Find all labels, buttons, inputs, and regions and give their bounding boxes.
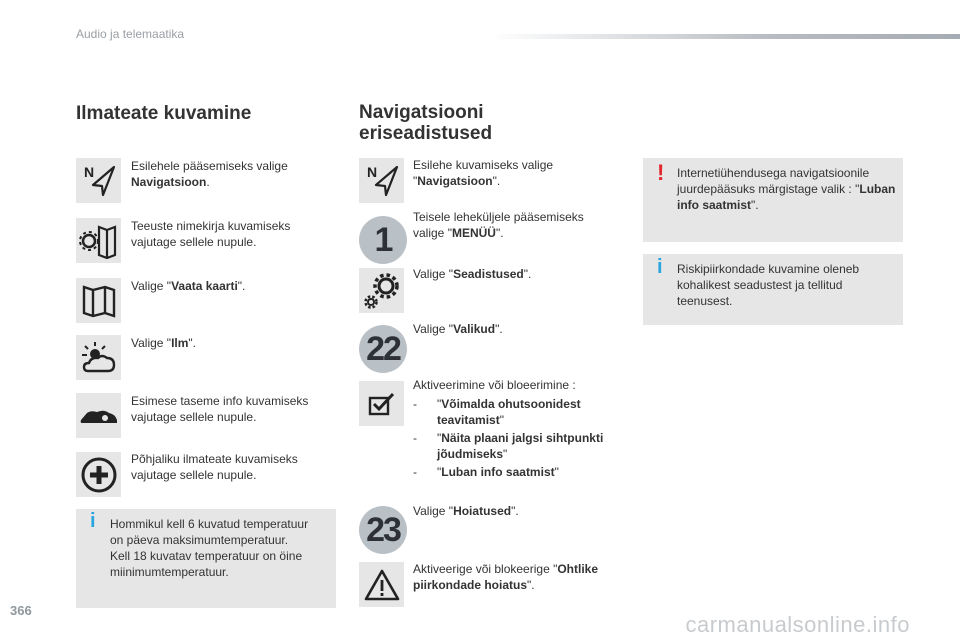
left-item-6: Põhjaliku ilmateate kuvamiseks vajutage sellele nupule. <box>131 452 298 482</box>
info-note <box>643 254 903 325</box>
middle-item-2: Teisele leheküljele pääsemiseks valige "MENÜÜ". <box>413 210 584 240</box>
page-number: 366 <box>10 603 32 618</box>
left-item-2: Teeuste nimekirja kuvamiseks vajutage sellele nupule. <box>131 219 291 249</box>
section-header: Audio ja telemaatika <box>76 27 185 41</box>
cloud-temp-icon <box>76 393 121 438</box>
svg-text:N: N <box>366 163 377 180</box>
left-item-5: Esimese taseme info kuvamiseks vajutage sellele nupule. <box>131 394 309 424</box>
note-line: on päeva maksimumtemperatuur. <box>110 533 289 547</box>
info-icon: i <box>657 256 663 278</box>
warning-triangle-icon <box>359 562 404 607</box>
navigation-n-icon <box>76 158 121 203</box>
warning-note: ! Internetiühendusega navigatsioonile juurdepääsuks märgistage valik : "Luban info saatmist". <box>643 158 903 242</box>
map-icon <box>76 278 121 323</box>
note-line: Kell 18 kuvatav temperatuur on öine <box>110 549 303 563</box>
settings-gears-icon <box>359 268 404 313</box>
middle-item-6: Valige "Hoiatused". <box>413 504 519 518</box>
note-line: Hommikul kell 6 kuvatud temperatuur <box>110 517 309 531</box>
left-item-4: Valige "Ilm". <box>131 336 196 350</box>
middle-item-3: Valige "Seadistused". <box>413 267 532 281</box>
step-badge: 22 <box>359 325 407 373</box>
middle-item-4: Valige "Valikud". <box>413 322 503 336</box>
checkbox-icon <box>359 381 404 426</box>
map-settings-icon <box>76 218 121 263</box>
step-badge: 1 <box>359 216 407 264</box>
warning-icon: ! <box>657 160 665 185</box>
middle-item-5-options <box>413 396 618 480</box>
list-item: - "Luban info saatmist" <box>413 465 559 479</box>
left-item-3: Valige "Vaata kaarti". <box>131 279 246 293</box>
left-title: Ilmateate kuvamine <box>76 103 252 124</box>
header-rule <box>490 34 960 39</box>
left-info-note <box>76 509 336 608</box>
note-line: miinimumtemperatuur. <box>110 565 229 579</box>
middle-item-7: Aktiveerige või blokeerige "Ohtlike piirkondade hoiatus". <box>413 562 599 592</box>
info-icon: i <box>90 510 96 532</box>
plus-circle-icon <box>76 452 121 497</box>
list-item: - "Võimalda ohutsoonidest teavitamist" <box>413 397 581 427</box>
left-item-1: Esilehele pääsemiseks valige Navigatsioon. <box>131 159 288 189</box>
navigation-n-icon <box>359 158 404 203</box>
watermark: carmanualsonline.info <box>685 612 910 637</box>
step-badge: 23 <box>359 506 407 554</box>
middle-item-1: Esilehe kuvamiseks valige "Navigatsioon". <box>413 158 554 188</box>
info-note-text: Riskipiirkondade kuvamine oleneb kohalikest seadustest ja tellitud teenusest. <box>677 262 860 308</box>
middle-title: Navigatsiooni eriseadistused <box>359 102 493 144</box>
weather-icon <box>76 335 121 380</box>
list-item: - "Näita plaani jalgsi sihtpunkti jõudmiseks" <box>413 431 604 461</box>
svg-text:N: N <box>83 163 94 180</box>
middle-item-5-intro: Aktiveerimine või bloeerimine : <box>413 378 576 392</box>
